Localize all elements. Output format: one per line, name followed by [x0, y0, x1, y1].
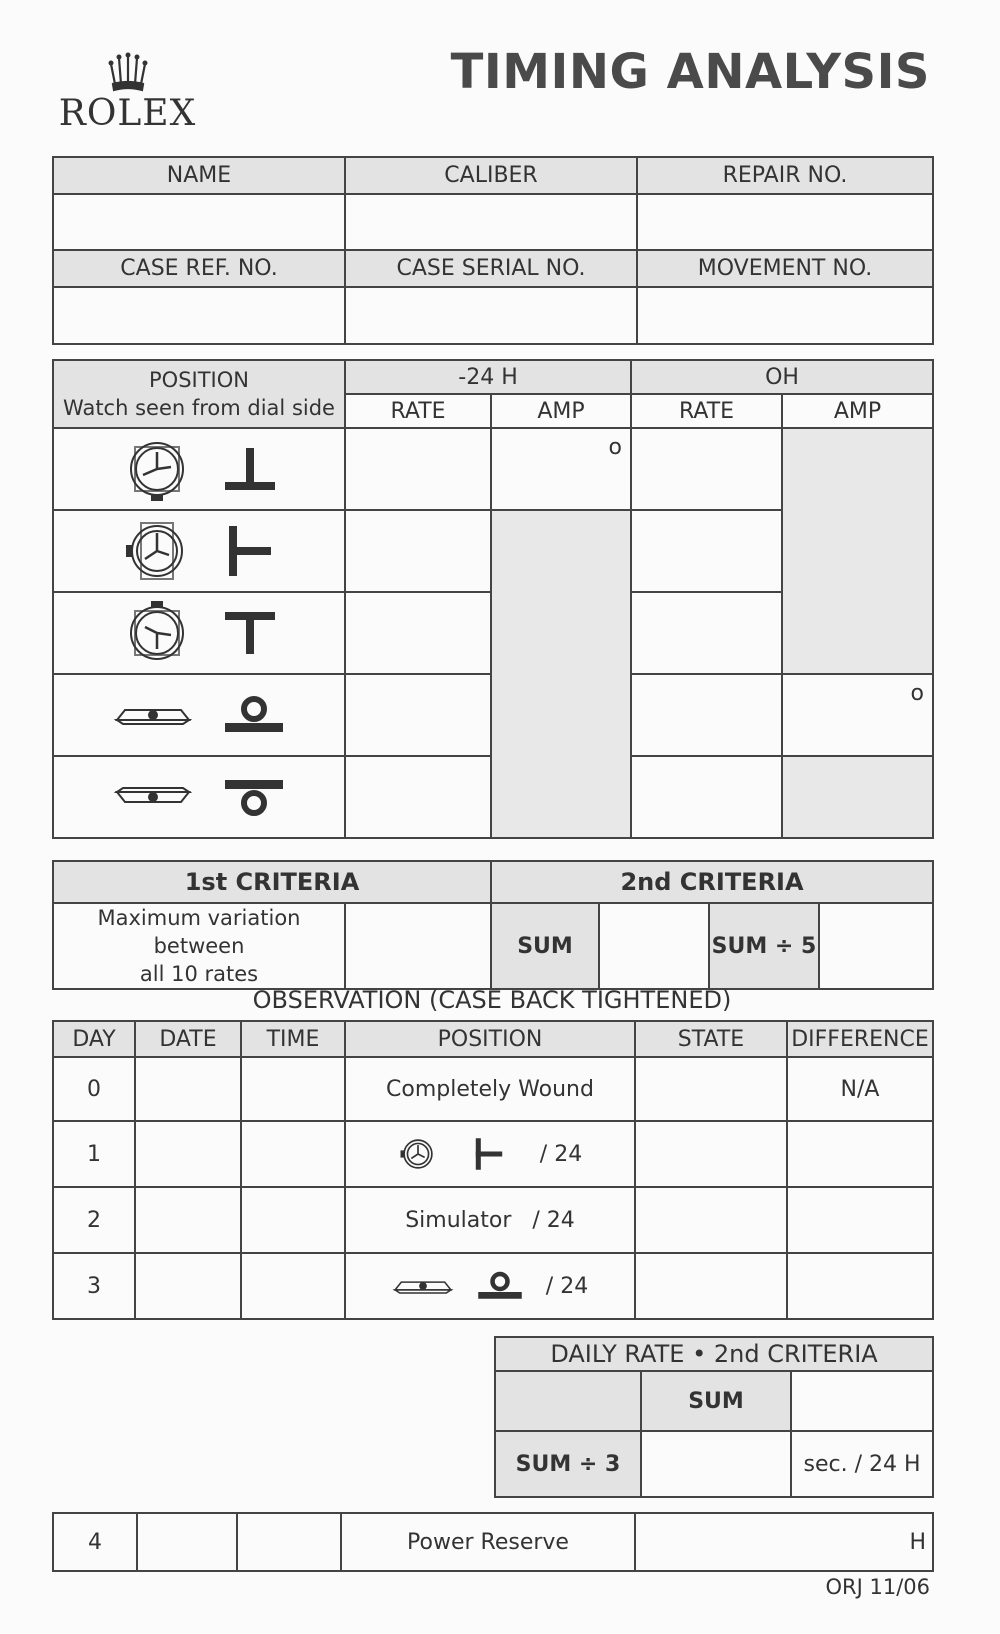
position-per-24: / 24: [545, 1273, 589, 1299]
rate-24h-row-4[interactable]: [345, 674, 491, 756]
amp-oh-row-4[interactable]: [782, 674, 933, 756]
page-title: TIMING ANALYSIS: [450, 44, 930, 100]
criteria-table: [52, 860, 934, 990]
position-header: [53, 360, 345, 428]
position-per-24: / 24: [539, 1141, 583, 1167]
position-cell: [345, 1253, 635, 1319]
daily-sum-div3-field[interactable]: [641, 1431, 791, 1497]
difference-cell: N/A: [787, 1057, 933, 1121]
form-code: ORJ 11/06: [825, 1575, 930, 1599]
table-row: [53, 1253, 933, 1319]
watch-dial-up-icon: [392, 1274, 454, 1298]
position-cell: [345, 1121, 635, 1187]
date-cell[interactable]: [135, 1057, 241, 1121]
rate-24h-row-3[interactable]: [345, 592, 491, 674]
power-reserve-day: 4: [53, 1513, 137, 1571]
difference-cell[interactable]: [787, 1121, 933, 1187]
table-row: [53, 1121, 933, 1187]
caliber-label: CALIBER: [345, 157, 637, 194]
date-cell[interactable]: [135, 1121, 241, 1187]
position-symbol-crown-left-icon: [223, 524, 277, 578]
second-criteria-header: 2nd CRITERIA: [491, 861, 933, 903]
amp-oh-shaded-top: [782, 428, 933, 674]
max-variation-label: [53, 903, 345, 989]
position-symbol-crown-down-icon: [223, 446, 277, 492]
group-oh: OH: [631, 360, 933, 394]
time-cell[interactable]: [241, 1253, 345, 1319]
day-cell: 2: [53, 1187, 135, 1253]
position-title: POSITION: [149, 368, 249, 392]
time-cell[interactable]: [241, 1121, 345, 1187]
position-row-5-icons: [53, 756, 345, 838]
watch-crown-left-icon: [398, 1132, 438, 1176]
position-row-1-icons: [53, 428, 345, 510]
col-day: DAY: [53, 1021, 135, 1057]
power-reserve-table: [52, 1512, 934, 1572]
repair-no-field[interactable]: [637, 194, 933, 250]
watch-dial-down-icon: [113, 782, 193, 812]
repair-no-label: REPAIR NO.: [637, 157, 933, 194]
difference-cell[interactable]: [787, 1187, 933, 1253]
case-serial-label: CASE SERIAL NO.: [345, 250, 637, 287]
rate-oh-row-4[interactable]: [631, 674, 782, 756]
case-ref-label: CASE REF. NO.: [53, 250, 345, 287]
time-cell[interactable]: [241, 1187, 345, 1253]
position-row-2-icons: [53, 510, 345, 592]
difference-cell[interactable]: [787, 1253, 933, 1319]
rate-24h-row-5[interactable]: [345, 756, 491, 838]
time-cell[interactable]: [241, 1057, 345, 1121]
movement-no-field[interactable]: [637, 287, 933, 344]
power-reserve-date[interactable]: [137, 1513, 237, 1571]
measure-marker: o: [608, 435, 622, 460]
position-table: [52, 359, 934, 839]
watch-crown-up-icon: [121, 601, 193, 665]
power-reserve-time[interactable]: [237, 1513, 341, 1571]
col-difference: DIFFERENCE: [787, 1021, 933, 1057]
watch-dial-up-icon: [113, 700, 193, 730]
daily-sum-label: SUM: [641, 1371, 791, 1431]
rate-oh-row-3[interactable]: [631, 592, 782, 674]
sum-div5-label: SUM ÷ 5: [709, 903, 819, 989]
date-cell[interactable]: [135, 1253, 241, 1319]
max-variation-field[interactable]: [345, 903, 491, 989]
observation-title: OBSERVATION (CASE BACK TIGHTENED): [252, 986, 732, 1014]
day-cell: 0: [53, 1057, 135, 1121]
position-row-4-icons: [53, 674, 345, 756]
daily-sum-field[interactable]: [791, 1371, 933, 1431]
caliber-field[interactable]: [345, 194, 637, 250]
position-symbol-dial-up-icon: [223, 695, 285, 735]
col-state: STATE: [635, 1021, 787, 1057]
measure-marker: o: [910, 681, 925, 706]
date-cell[interactable]: [135, 1187, 241, 1253]
table-row: [53, 1187, 933, 1253]
power-reserve-field[interactable]: [635, 1513, 933, 1571]
position-row-3-icons: [53, 592, 345, 674]
day-cell: 1: [53, 1121, 135, 1187]
movement-no-label: MOVEMENT NO.: [637, 250, 933, 287]
state-cell[interactable]: [635, 1253, 787, 1319]
sum-label: SUM: [491, 903, 599, 989]
table-row: [53, 1057, 933, 1121]
day-cell: 3: [53, 1253, 135, 1319]
brand-name: ROLEX: [58, 93, 197, 134]
rate-oh-row-5[interactable]: [631, 756, 782, 838]
amp-label-24h: AMP: [491, 394, 631, 428]
rate-oh-row-1[interactable]: [631, 428, 782, 510]
name-label: NAME: [53, 157, 345, 194]
max-variation-line2: all 10 rates: [139, 962, 259, 986]
case-ref-field[interactable]: [53, 287, 345, 344]
power-reserve-unit: H: [909, 1529, 926, 1555]
sum-field[interactable]: [599, 903, 709, 989]
col-position: POSITION: [345, 1021, 635, 1057]
state-cell[interactable]: [635, 1121, 787, 1187]
position-symbol-dial-up-icon: [476, 1271, 524, 1301]
amp-label-oh: AMP: [782, 394, 933, 428]
daily-rate-unit: sec. / 24 H: [791, 1431, 933, 1497]
crown-icon: [107, 52, 149, 92]
power-reserve-label: Power Reserve: [341, 1513, 635, 1571]
col-time: TIME: [241, 1021, 345, 1057]
first-criteria-header: 1st CRITERIA: [53, 861, 491, 903]
daily-rate-table: [494, 1336, 934, 1498]
identification-table: [52, 156, 934, 345]
daily-rate-blank: [495, 1371, 641, 1431]
rate-24h-row-1[interactable]: [345, 428, 491, 510]
rate-label-oh: RATE: [631, 394, 782, 428]
name-field[interactable]: [53, 194, 345, 250]
sum-div5-field[interactable]: [819, 903, 933, 989]
col-date: DATE: [135, 1021, 241, 1057]
daily-rate-header: DAILY RATE • 2nd CRITERIA: [495, 1337, 933, 1371]
watch-crown-left-icon: [121, 515, 193, 587]
rate-label-24h: RATE: [345, 394, 491, 428]
state-cell[interactable]: [635, 1187, 787, 1253]
daily-sum-div3-label: SUM ÷ 3: [495, 1431, 641, 1497]
position-symbol-crown-left-icon: [472, 1136, 506, 1172]
observation-table: [52, 1020, 934, 1320]
state-cell[interactable]: [635, 1057, 787, 1121]
position-symbol-dial-down-icon: [223, 777, 285, 817]
position-cell: Simulator / 24: [345, 1187, 635, 1253]
position-cell: Completely Wound: [345, 1057, 635, 1121]
watch-front-icon: [121, 437, 193, 501]
group-minus-24h: -24 H: [345, 360, 631, 394]
amp-24h-row-1[interactable]: [491, 428, 631, 510]
rate-oh-row-2[interactable]: [631, 510, 782, 592]
position-symbol-crown-up-icon: [223, 610, 277, 656]
max-variation-line1: Maximum variation between: [97, 906, 301, 958]
amp-24h-shaded: [491, 510, 631, 838]
rate-24h-row-2[interactable]: [345, 510, 491, 592]
case-serial-field[interactable]: [345, 287, 637, 344]
rolex-logo: [50, 52, 205, 134]
amp-oh-shaded-bottom: [782, 756, 933, 838]
position-subtitle: Watch seen from dial side: [63, 396, 335, 420]
